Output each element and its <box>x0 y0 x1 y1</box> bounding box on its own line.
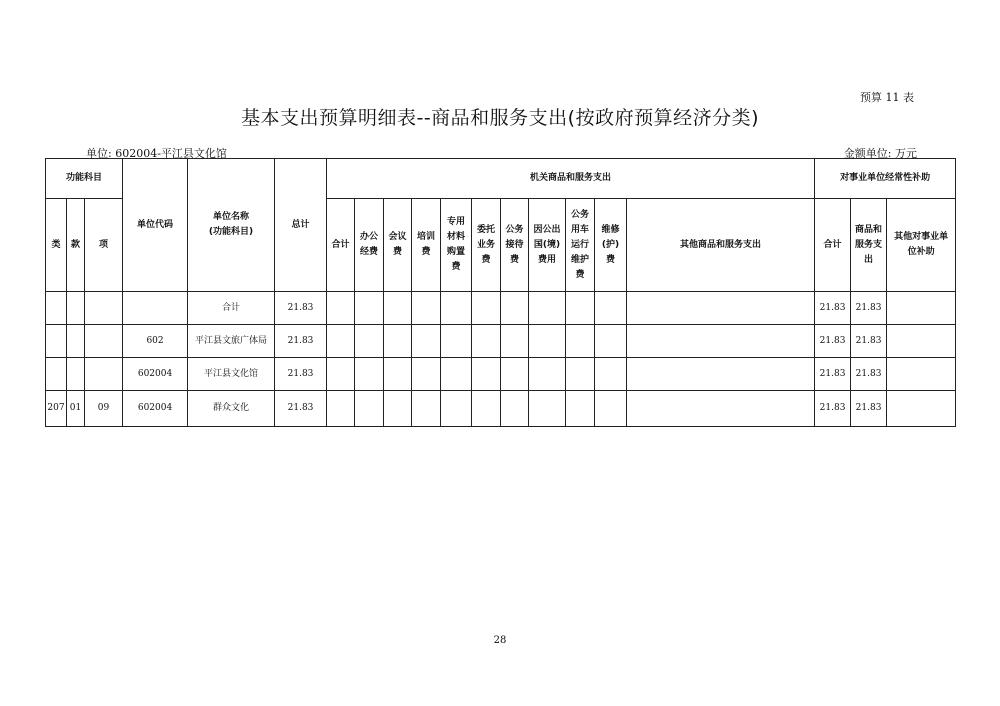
header-unit-name: 单位名称 (功能科目) <box>188 159 275 292</box>
cell-subsidy-goods: 21.83 <box>851 292 887 325</box>
money-unit-label: 金额单位: 万元 <box>843 147 917 160</box>
cell-subsidy-goods: 21.83 <box>851 358 887 391</box>
cell-empty <box>327 325 355 358</box>
budget-table <box>45 158 956 427</box>
cell-xiang <box>85 292 123 325</box>
cell-empty <box>529 292 566 325</box>
cell-empty <box>384 292 412 325</box>
cell-empty <box>887 325 956 358</box>
table-row <box>46 325 956 358</box>
cell-empty <box>472 358 501 391</box>
header-xiang: 项 <box>85 199 123 292</box>
cell-empty <box>441 358 472 391</box>
cell-subsidy-goods: 21.83 <box>851 391 887 427</box>
cell-empty <box>627 325 815 358</box>
cell-unit-code: 602004 <box>123 358 188 391</box>
cell-empty <box>327 358 355 391</box>
cell-xiang: 09 <box>85 391 123 427</box>
cell-empty <box>566 325 595 358</box>
cell-subsidy-total: 21.83 <box>815 325 851 358</box>
cell-total: 21.83 <box>275 325 327 358</box>
cell-empty <box>887 391 956 427</box>
cell-empty <box>355 358 384 391</box>
cell-empty <box>384 391 412 427</box>
cell-empty <box>595 325 627 358</box>
header-subsidy-col: 商品和 服务支 出 <box>851 199 887 292</box>
header-org-col: 委托 业务 费 <box>472 199 501 292</box>
header-org-col: 合计 <box>327 199 355 292</box>
cell-unit-name: 平江县文旅广体局 <box>188 325 275 358</box>
cell-empty <box>529 325 566 358</box>
page-number: 28 <box>493 635 507 646</box>
header-unit-code: 单位代码 <box>123 159 188 292</box>
unit-label: 单位: 602004-平江县文化馆 <box>86 147 227 160</box>
cell-subsidy-total: 21.83 <box>815 391 851 427</box>
cell-empty <box>529 358 566 391</box>
header-org-goods: 机关商品和服务支出 <box>327 159 815 199</box>
cell-subsidy-goods: 21.83 <box>851 325 887 358</box>
header-subsidy-col: 其他对事业单 位补助 <box>887 199 956 292</box>
cell-empty <box>412 358 441 391</box>
cell-empty <box>566 292 595 325</box>
cell-subsidy-total: 21.83 <box>815 358 851 391</box>
cell-kuan <box>67 325 85 358</box>
cell-empty <box>627 391 815 427</box>
header-kuan: 款 <box>67 199 85 292</box>
cell-empty <box>355 325 384 358</box>
cell-empty <box>441 292 472 325</box>
table-number: 预算 11 表 <box>860 91 914 104</box>
header-org-col: 会议 费 <box>384 199 412 292</box>
cell-xiang <box>85 325 123 358</box>
cell-lei <box>46 358 67 391</box>
cell-empty <box>595 292 627 325</box>
cell-empty <box>887 358 956 391</box>
header-org-col: 培训 费 <box>412 199 441 292</box>
header-org-col: 其他商品和服务支出 <box>627 199 815 292</box>
cell-empty <box>384 358 412 391</box>
cell-empty <box>355 292 384 325</box>
header-org-col: 办公 经费 <box>355 199 384 292</box>
cell-unit-code: 602004 <box>123 391 188 427</box>
cell-lei <box>46 325 67 358</box>
header-org-col: 因公出 国(境) 费用 <box>529 199 566 292</box>
cell-empty <box>595 391 627 427</box>
cell-subsidy-total: 21.83 <box>815 292 851 325</box>
cell-unit-name: 群众文化 <box>188 391 275 427</box>
header-org-col: 维修 (护) 费 <box>595 199 627 292</box>
header-org-col: 公务 接待 费 <box>501 199 529 292</box>
header-subsidy-col: 合计 <box>815 199 851 292</box>
cell-empty <box>412 391 441 427</box>
cell-empty <box>412 292 441 325</box>
cell-total: 21.83 <box>275 391 327 427</box>
cell-empty <box>472 292 501 325</box>
cell-empty <box>887 292 956 325</box>
cell-empty <box>501 391 529 427</box>
cell-lei: 207 <box>46 391 67 427</box>
table-row <box>46 358 956 391</box>
cell-empty <box>472 391 501 427</box>
header-lei: 类 <box>46 199 67 292</box>
cell-empty <box>327 292 355 325</box>
page-title: 基本支出预算明细表--商品和服务支出(按政府预算经济分类) <box>240 107 760 129</box>
cell-kuan <box>67 358 85 391</box>
cell-empty <box>412 325 441 358</box>
cell-total: 21.83 <box>275 292 327 325</box>
cell-empty <box>501 358 529 391</box>
cell-empty <box>355 391 384 427</box>
cell-kuan: 01 <box>67 391 85 427</box>
cell-unit-name: 合计 <box>188 292 275 325</box>
cell-empty <box>441 325 472 358</box>
header-org-col: 专用 材料 购置 费 <box>441 199 472 292</box>
cell-empty <box>566 358 595 391</box>
cell-empty <box>627 358 815 391</box>
cell-empty <box>327 391 355 427</box>
header-org-col: 公务 用车 运行 维护 费 <box>566 199 595 292</box>
cell-unit-code <box>123 292 188 325</box>
cell-empty <box>566 391 595 427</box>
header-total: 总计 <box>275 159 327 292</box>
cell-xiang <box>85 358 123 391</box>
cell-unit-name: 平江县文化馆 <box>188 358 275 391</box>
cell-empty <box>501 292 529 325</box>
cell-kuan <box>67 292 85 325</box>
header-func-subject: 功能科目 <box>46 159 123 199</box>
cell-unit-code: 602 <box>123 325 188 358</box>
table-row <box>46 292 956 325</box>
cell-empty <box>627 292 815 325</box>
cell-total: 21.83 <box>275 358 327 391</box>
cell-empty <box>595 358 627 391</box>
cell-lei <box>46 292 67 325</box>
header-subsidy: 对事业单位经常性补助 <box>815 159 956 199</box>
cell-empty <box>384 325 412 358</box>
table-row <box>46 391 956 427</box>
cell-empty <box>501 325 529 358</box>
cell-empty <box>529 391 566 427</box>
cell-empty <box>472 325 501 358</box>
cell-empty <box>441 391 472 427</box>
